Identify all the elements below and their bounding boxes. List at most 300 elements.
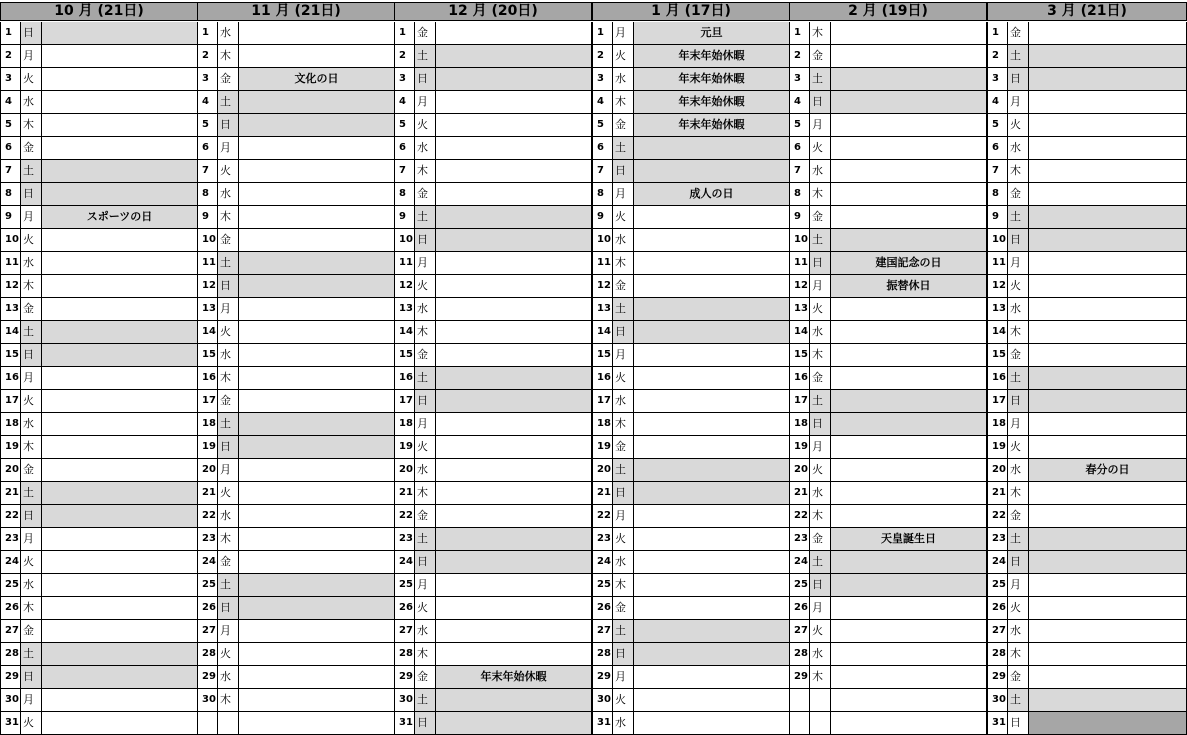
day-note	[238, 206, 395, 228]
weekday: 水	[20, 252, 41, 274]
day-number: 6	[197, 137, 217, 159]
day-number: 12	[592, 275, 612, 297]
weekday: 木	[612, 252, 633, 274]
day-number: 13	[987, 298, 1007, 320]
weekday: 日	[20, 344, 41, 366]
day-row	[987, 137, 1187, 160]
weekday: 土	[20, 160, 41, 182]
day-note	[238, 413, 395, 435]
day-row	[592, 91, 790, 114]
day-note	[1028, 528, 1187, 550]
day-note	[633, 160, 790, 182]
day-note	[830, 344, 987, 366]
day-number: 26	[394, 597, 414, 619]
day-row	[789, 229, 987, 252]
weekday: 火	[809, 459, 830, 481]
weekday: 土	[217, 252, 238, 274]
day-note	[435, 321, 592, 343]
day-note: スポーツの日	[41, 206, 198, 228]
day-note	[435, 712, 592, 734]
day-number: 28	[987, 643, 1007, 665]
day-number: 4	[197, 91, 217, 113]
weekday: 水	[1007, 620, 1028, 642]
weekday: 金	[217, 229, 238, 251]
day-note	[41, 367, 198, 389]
day-number: 1	[0, 22, 20, 44]
day-number: 24	[394, 551, 414, 573]
day-note	[238, 459, 395, 481]
weekday: 金	[1007, 505, 1028, 527]
day-number: 12	[197, 275, 217, 297]
day-note	[238, 505, 395, 527]
day-number: 25	[987, 574, 1007, 596]
day-note	[633, 574, 790, 596]
day-row	[592, 574, 790, 597]
day-note	[633, 482, 790, 504]
weekday: 日	[612, 643, 633, 665]
day-note: 成人の日	[633, 183, 790, 205]
day-number: 6	[0, 137, 20, 159]
weekday: 木	[1007, 482, 1028, 504]
day-number: 30	[0, 689, 20, 711]
day-row	[789, 137, 987, 160]
weekday: 日	[414, 229, 435, 251]
weekday: 水	[20, 91, 41, 113]
day-row	[789, 551, 987, 574]
month-header: 11 月 (21日)	[197, 2, 395, 21]
day-note	[41, 229, 198, 251]
day-number: 2	[0, 45, 20, 67]
day-row	[789, 574, 987, 597]
day-row	[789, 68, 987, 91]
day-number: 14	[197, 321, 217, 343]
day-note	[41, 459, 198, 481]
day-number: 27	[789, 620, 809, 642]
day-row	[592, 390, 790, 413]
day-note	[1028, 436, 1187, 458]
day-number: 3	[987, 68, 1007, 90]
day-number: 6	[394, 137, 414, 159]
month-column	[987, 0, 1187, 729]
day-number: 6	[789, 137, 809, 159]
day-row	[197, 45, 395, 68]
day-note	[238, 597, 395, 619]
day-number: 28	[0, 643, 20, 665]
day-row	[789, 367, 987, 390]
day-row	[0, 68, 198, 91]
month-header: 3 月 (21日)	[987, 2, 1187, 21]
weekday: 日	[1007, 390, 1028, 412]
weekday	[217, 712, 238, 734]
day-row	[197, 643, 395, 666]
day-row	[987, 666, 1187, 689]
day-number: 23	[789, 528, 809, 550]
weekday	[809, 689, 830, 711]
weekday: 金	[809, 367, 830, 389]
day-row	[0, 137, 198, 160]
day-row	[394, 298, 592, 321]
day-number: 3	[197, 68, 217, 90]
day-row	[592, 206, 790, 229]
day-number: 19	[789, 436, 809, 458]
day-number: 13	[197, 298, 217, 320]
day-number: 20	[592, 459, 612, 481]
day-number: 18	[789, 413, 809, 435]
day-number: 4	[0, 91, 20, 113]
day-row	[394, 597, 592, 620]
day-row	[987, 45, 1187, 68]
weekday: 水	[612, 551, 633, 573]
weekday: 火	[217, 321, 238, 343]
weekday: 土	[809, 390, 830, 412]
day-row	[789, 390, 987, 413]
day-row	[592, 229, 790, 252]
day-number: 1	[197, 22, 217, 44]
day-row	[394, 620, 592, 643]
day-number: 20	[0, 459, 20, 481]
day-row	[0, 275, 198, 298]
day-note	[41, 275, 198, 297]
weekday: 火	[1007, 597, 1028, 619]
day-number: 16	[987, 367, 1007, 389]
day-row	[197, 597, 395, 620]
day-row	[789, 344, 987, 367]
day-number: 22	[987, 505, 1007, 527]
day-row	[987, 597, 1187, 620]
day-number: 23	[987, 528, 1007, 550]
day-note	[238, 45, 395, 67]
day-note	[1028, 413, 1187, 435]
weekday: 土	[612, 137, 633, 159]
weekday: 木	[809, 183, 830, 205]
weekday: 水	[809, 482, 830, 504]
day-number: 17	[987, 390, 1007, 412]
day-number: 24	[592, 551, 612, 573]
weekday	[809, 712, 830, 734]
weekday: 月	[809, 597, 830, 619]
weekday: 月	[20, 528, 41, 550]
day-row	[394, 505, 592, 528]
day-row	[394, 68, 592, 91]
day-number: 23	[394, 528, 414, 550]
weekday: 月	[809, 114, 830, 136]
day-number: 4	[789, 91, 809, 113]
day-row	[394, 436, 592, 459]
day-number: 3	[592, 68, 612, 90]
day-note	[41, 252, 198, 274]
day-note	[41, 597, 198, 619]
day-note	[41, 91, 198, 113]
day-number: 21	[987, 482, 1007, 504]
day-number: 10	[592, 229, 612, 251]
day-number: 11	[789, 252, 809, 274]
weekday: 木	[809, 344, 830, 366]
weekday: 月	[414, 252, 435, 274]
day-note: 年末年始休暇	[435, 666, 592, 688]
weekday: 土	[612, 459, 633, 481]
day-number: 15	[592, 344, 612, 366]
day-number: 9	[0, 206, 20, 228]
day-note	[238, 551, 395, 573]
weekday: 月	[1007, 252, 1028, 274]
day-number: 21	[789, 482, 809, 504]
weekday: 土	[809, 551, 830, 573]
day-number: 27	[0, 620, 20, 642]
day-note: 年末年始休暇	[633, 45, 790, 67]
day-number: 3	[394, 68, 414, 90]
day-note	[633, 298, 790, 320]
weekday: 金	[414, 183, 435, 205]
day-number: 13	[789, 298, 809, 320]
day-number: 19	[0, 436, 20, 458]
day-note	[435, 367, 592, 389]
day-number: 21	[394, 482, 414, 504]
weekday: 日	[1007, 229, 1028, 251]
day-row	[987, 390, 1187, 413]
day-number: 17	[394, 390, 414, 412]
day-note	[238, 620, 395, 642]
day-note	[41, 620, 198, 642]
day-note	[1028, 666, 1187, 688]
day-number: 25	[394, 574, 414, 596]
day-row	[987, 344, 1187, 367]
day-note	[633, 551, 790, 573]
day-number: 26	[592, 597, 612, 619]
weekday: 月	[20, 689, 41, 711]
day-row	[0, 206, 198, 229]
day-number: 13	[0, 298, 20, 320]
day-note	[238, 91, 395, 113]
month-column	[592, 0, 790, 729]
day-number: 1	[987, 22, 1007, 44]
day-note	[41, 183, 198, 205]
day-row	[987, 413, 1187, 436]
day-number: 5	[789, 114, 809, 136]
day-row	[0, 22, 198, 45]
weekday: 金	[20, 620, 41, 642]
day-note	[41, 160, 198, 182]
day-note	[238, 321, 395, 343]
day-number: 15	[197, 344, 217, 366]
day-note	[633, 275, 790, 297]
weekday: 日	[809, 413, 830, 435]
weekday: 月	[1007, 91, 1028, 113]
day-row	[987, 160, 1187, 183]
day-number: 13	[592, 298, 612, 320]
day-number: 16	[789, 367, 809, 389]
day-row	[987, 367, 1187, 390]
weekday: 火	[20, 712, 41, 734]
day-row	[197, 528, 395, 551]
weekday: 火	[217, 160, 238, 182]
day-note	[1028, 298, 1187, 320]
day-note	[830, 689, 987, 711]
day-number: 20	[394, 459, 414, 481]
day-note	[830, 22, 987, 44]
day-number: 12	[0, 275, 20, 297]
day-number: 21	[592, 482, 612, 504]
day-row	[592, 114, 790, 137]
weekday: 日	[1007, 551, 1028, 573]
day-number: 27	[394, 620, 414, 642]
weekday: 土	[217, 91, 238, 113]
day-row	[987, 275, 1187, 298]
day-number: 4	[592, 91, 612, 113]
day-number: 17	[592, 390, 612, 412]
weekday: 水	[809, 643, 830, 665]
weekday: 土	[1007, 45, 1028, 67]
day-number: 4	[394, 91, 414, 113]
day-row	[987, 298, 1187, 321]
day-note	[41, 551, 198, 573]
day-row	[394, 367, 592, 390]
day-note	[830, 574, 987, 596]
day-note	[830, 160, 987, 182]
weekday: 土	[414, 206, 435, 228]
day-number: 6	[987, 137, 1007, 159]
day-note	[435, 574, 592, 596]
weekday: 土	[414, 689, 435, 711]
day-note	[435, 45, 592, 67]
weekday: 金	[612, 275, 633, 297]
day-note	[633, 505, 790, 527]
day-row	[789, 620, 987, 643]
weekday: 金	[612, 436, 633, 458]
weekday: 木	[809, 666, 830, 688]
day-note	[238, 275, 395, 297]
day-number: 26	[789, 597, 809, 619]
day-number: 22	[592, 505, 612, 527]
day-row	[0, 689, 198, 712]
weekday: 水	[217, 22, 238, 44]
day-row	[592, 252, 790, 275]
weekday: 木	[612, 91, 633, 113]
weekday: 日	[612, 482, 633, 504]
weekday: 火	[414, 597, 435, 619]
weekday: 月	[414, 574, 435, 596]
day-number: 5	[197, 114, 217, 136]
day-row	[197, 413, 395, 436]
weekday: 水	[20, 574, 41, 596]
weekday: 金	[809, 45, 830, 67]
day-number: 22	[789, 505, 809, 527]
day-note	[633, 344, 790, 366]
day-row	[0, 298, 198, 321]
day-row	[592, 160, 790, 183]
day-row	[592, 551, 790, 574]
day-note	[238, 344, 395, 366]
day-row	[592, 413, 790, 436]
day-note	[41, 643, 198, 665]
day-number: 5	[987, 114, 1007, 136]
day-row	[0, 45, 198, 68]
weekday: 金	[20, 137, 41, 159]
day-number: 20	[197, 459, 217, 481]
day-note	[830, 298, 987, 320]
weekday: 金	[414, 505, 435, 527]
day-row	[0, 666, 198, 689]
weekday: 日	[414, 68, 435, 90]
weekday: 土	[1007, 689, 1028, 711]
day-row	[394, 206, 592, 229]
day-note: 振替休日	[830, 275, 987, 297]
day-row	[592, 344, 790, 367]
day-note	[1028, 183, 1187, 205]
day-number: 31	[592, 712, 612, 734]
day-note	[41, 344, 198, 366]
weekday: 金	[809, 528, 830, 550]
day-row	[394, 275, 592, 298]
day-number: 17	[789, 390, 809, 412]
day-number: 2	[987, 45, 1007, 67]
day-note	[1028, 574, 1187, 596]
day-number: 7	[592, 160, 612, 182]
weekday: 木	[1007, 160, 1028, 182]
day-note: 建国記念の日	[830, 252, 987, 274]
weekday: 金	[414, 22, 435, 44]
weekday: 月	[20, 367, 41, 389]
day-note	[435, 160, 592, 182]
day-row	[197, 505, 395, 528]
day-note	[830, 91, 987, 113]
day-number: 19	[197, 436, 217, 458]
weekday: 火	[1007, 436, 1028, 458]
weekday: 水	[612, 68, 633, 90]
day-row	[789, 298, 987, 321]
day-note	[41, 22, 198, 44]
weekday: 土	[217, 574, 238, 596]
day-row	[592, 712, 790, 735]
day-number: 28	[789, 643, 809, 665]
day-number: 1	[394, 22, 414, 44]
day-row	[197, 712, 395, 735]
month-column	[394, 0, 592, 729]
day-number: 15	[987, 344, 1007, 366]
day-row	[394, 413, 592, 436]
day-row	[789, 413, 987, 436]
day-number: 21	[0, 482, 20, 504]
weekday: 木	[217, 367, 238, 389]
day-note	[435, 114, 592, 136]
day-number: 3	[789, 68, 809, 90]
weekday: 木	[20, 114, 41, 136]
day-number: 5	[0, 114, 20, 136]
day-number: 12	[789, 275, 809, 297]
weekday: 木	[217, 45, 238, 67]
day-number: 5	[592, 114, 612, 136]
day-note	[1028, 505, 1187, 527]
day-number	[197, 712, 217, 734]
day-row	[987, 620, 1187, 643]
day-row	[592, 436, 790, 459]
day-note: 年末年始休暇	[633, 114, 790, 136]
day-row	[0, 643, 198, 666]
day-number: 14	[394, 321, 414, 343]
weekday: 水	[1007, 459, 1028, 481]
weekday: 日	[612, 321, 633, 343]
day-note	[1028, 643, 1187, 665]
weekday: 土	[1007, 528, 1028, 550]
weekday: 金	[612, 114, 633, 136]
day-row	[789, 712, 987, 735]
day-number: 7	[987, 160, 1007, 182]
day-note	[238, 252, 395, 274]
day-number: 19	[592, 436, 612, 458]
day-note	[1028, 620, 1187, 642]
day-row	[394, 482, 592, 505]
day-row	[789, 436, 987, 459]
weekday: 木	[20, 597, 41, 619]
